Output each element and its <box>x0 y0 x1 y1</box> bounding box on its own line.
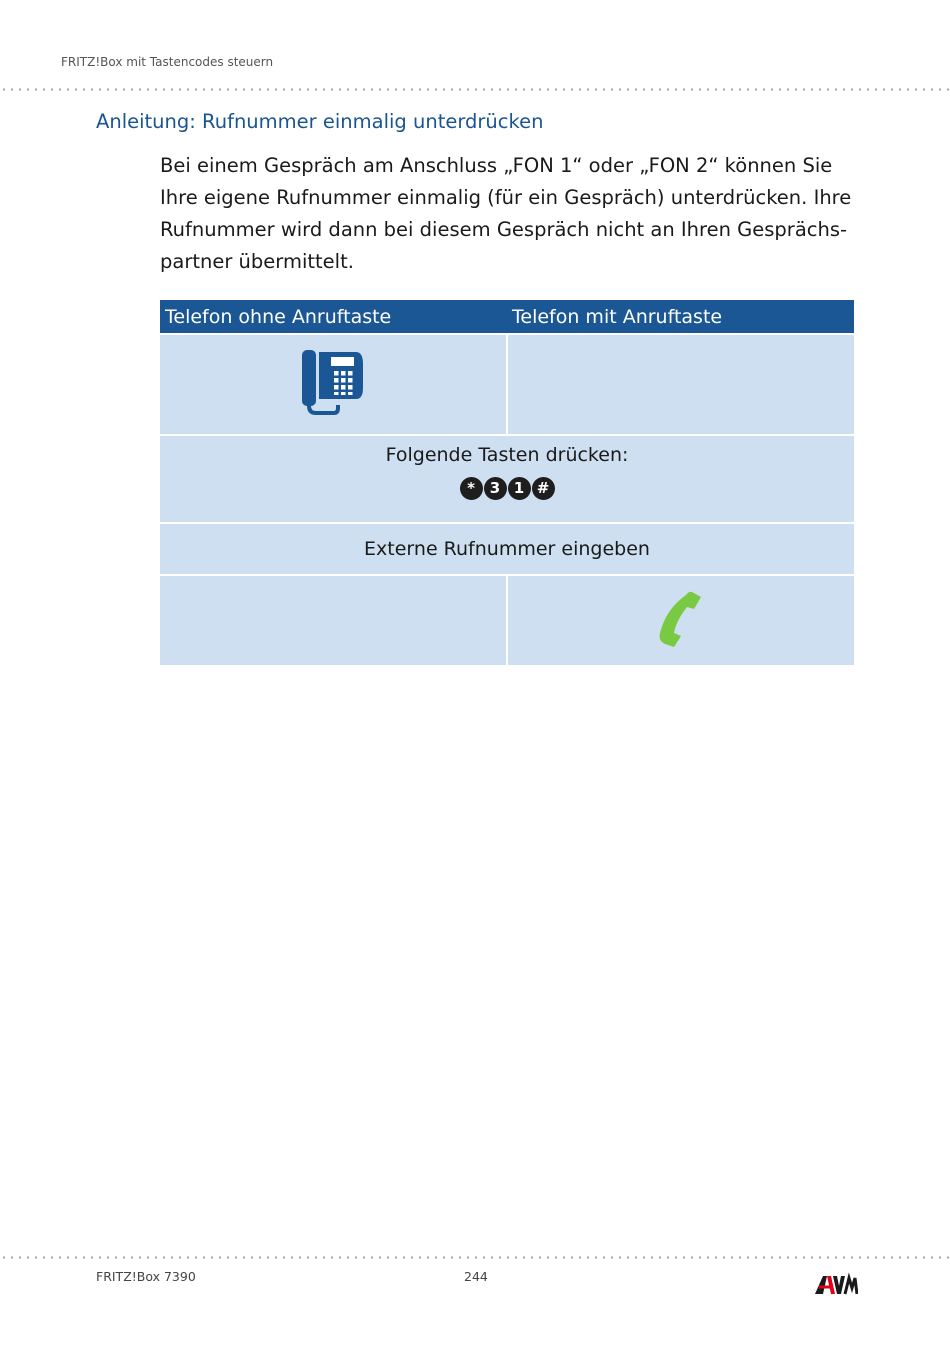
column-header-without-call-key: Telefon ohne Anruftaste <box>165 306 392 328</box>
running-header: FRITZ!Box mit Tastencodes steuern <box>61 55 274 69</box>
call-handset-icon <box>656 589 706 653</box>
footer-divider <box>0 1256 950 1259</box>
instruction-table <box>160 300 854 665</box>
cell-empty <box>506 335 854 434</box>
header-divider <box>0 88 950 91</box>
table-row-phone-type <box>160 335 854 434</box>
key-1-icon: 1 <box>508 477 531 500</box>
cell-desk-phone <box>160 335 506 434</box>
intro-paragraph <box>160 150 860 278</box>
desk-phone-icon <box>300 350 366 420</box>
section-title: Anleitung: Rufnummer einmalig unterdrücken <box>96 110 544 133</box>
page-number: 244 <box>464 1269 488 1284</box>
cell-empty <box>160 576 506 665</box>
intro-line: Bei einem Gespräch am Anschluss „FON 1“ oder „FON 2“ können Sie <box>160 154 833 177</box>
table-row-enter-number <box>160 524 854 574</box>
avm-logo <box>814 1272 858 1300</box>
key-hash-icon: # <box>532 477 555 500</box>
key-3-icon: 3 <box>484 477 507 500</box>
table-header-row <box>160 300 854 333</box>
keys-label: Folgende Tasten drücken: <box>385 444 629 466</box>
intro-line: Rufnummer wird dann bei diesem Gespräch nicht an Ihren Gesprächs- <box>160 218 848 241</box>
table-row-call <box>160 576 854 665</box>
column-header-with-call-key: Telefon mit Anruftaste <box>512 306 723 328</box>
footer-product: FRITZ!Box 7390 <box>96 1269 196 1284</box>
key-star-icon: * <box>460 477 483 500</box>
table-row-key-sequence <box>160 436 854 522</box>
cell-call-key <box>506 576 854 665</box>
key-sequence <box>460 477 555 500</box>
enter-number-instruction: Externe Rufnummer eingeben <box>364 538 650 560</box>
intro-line: partner übermittelt. <box>160 250 354 273</box>
intro-line: Ihre eigene Rufnummer einmalig (für ein Gespräch) unterdrücken. Ihre <box>160 186 852 209</box>
